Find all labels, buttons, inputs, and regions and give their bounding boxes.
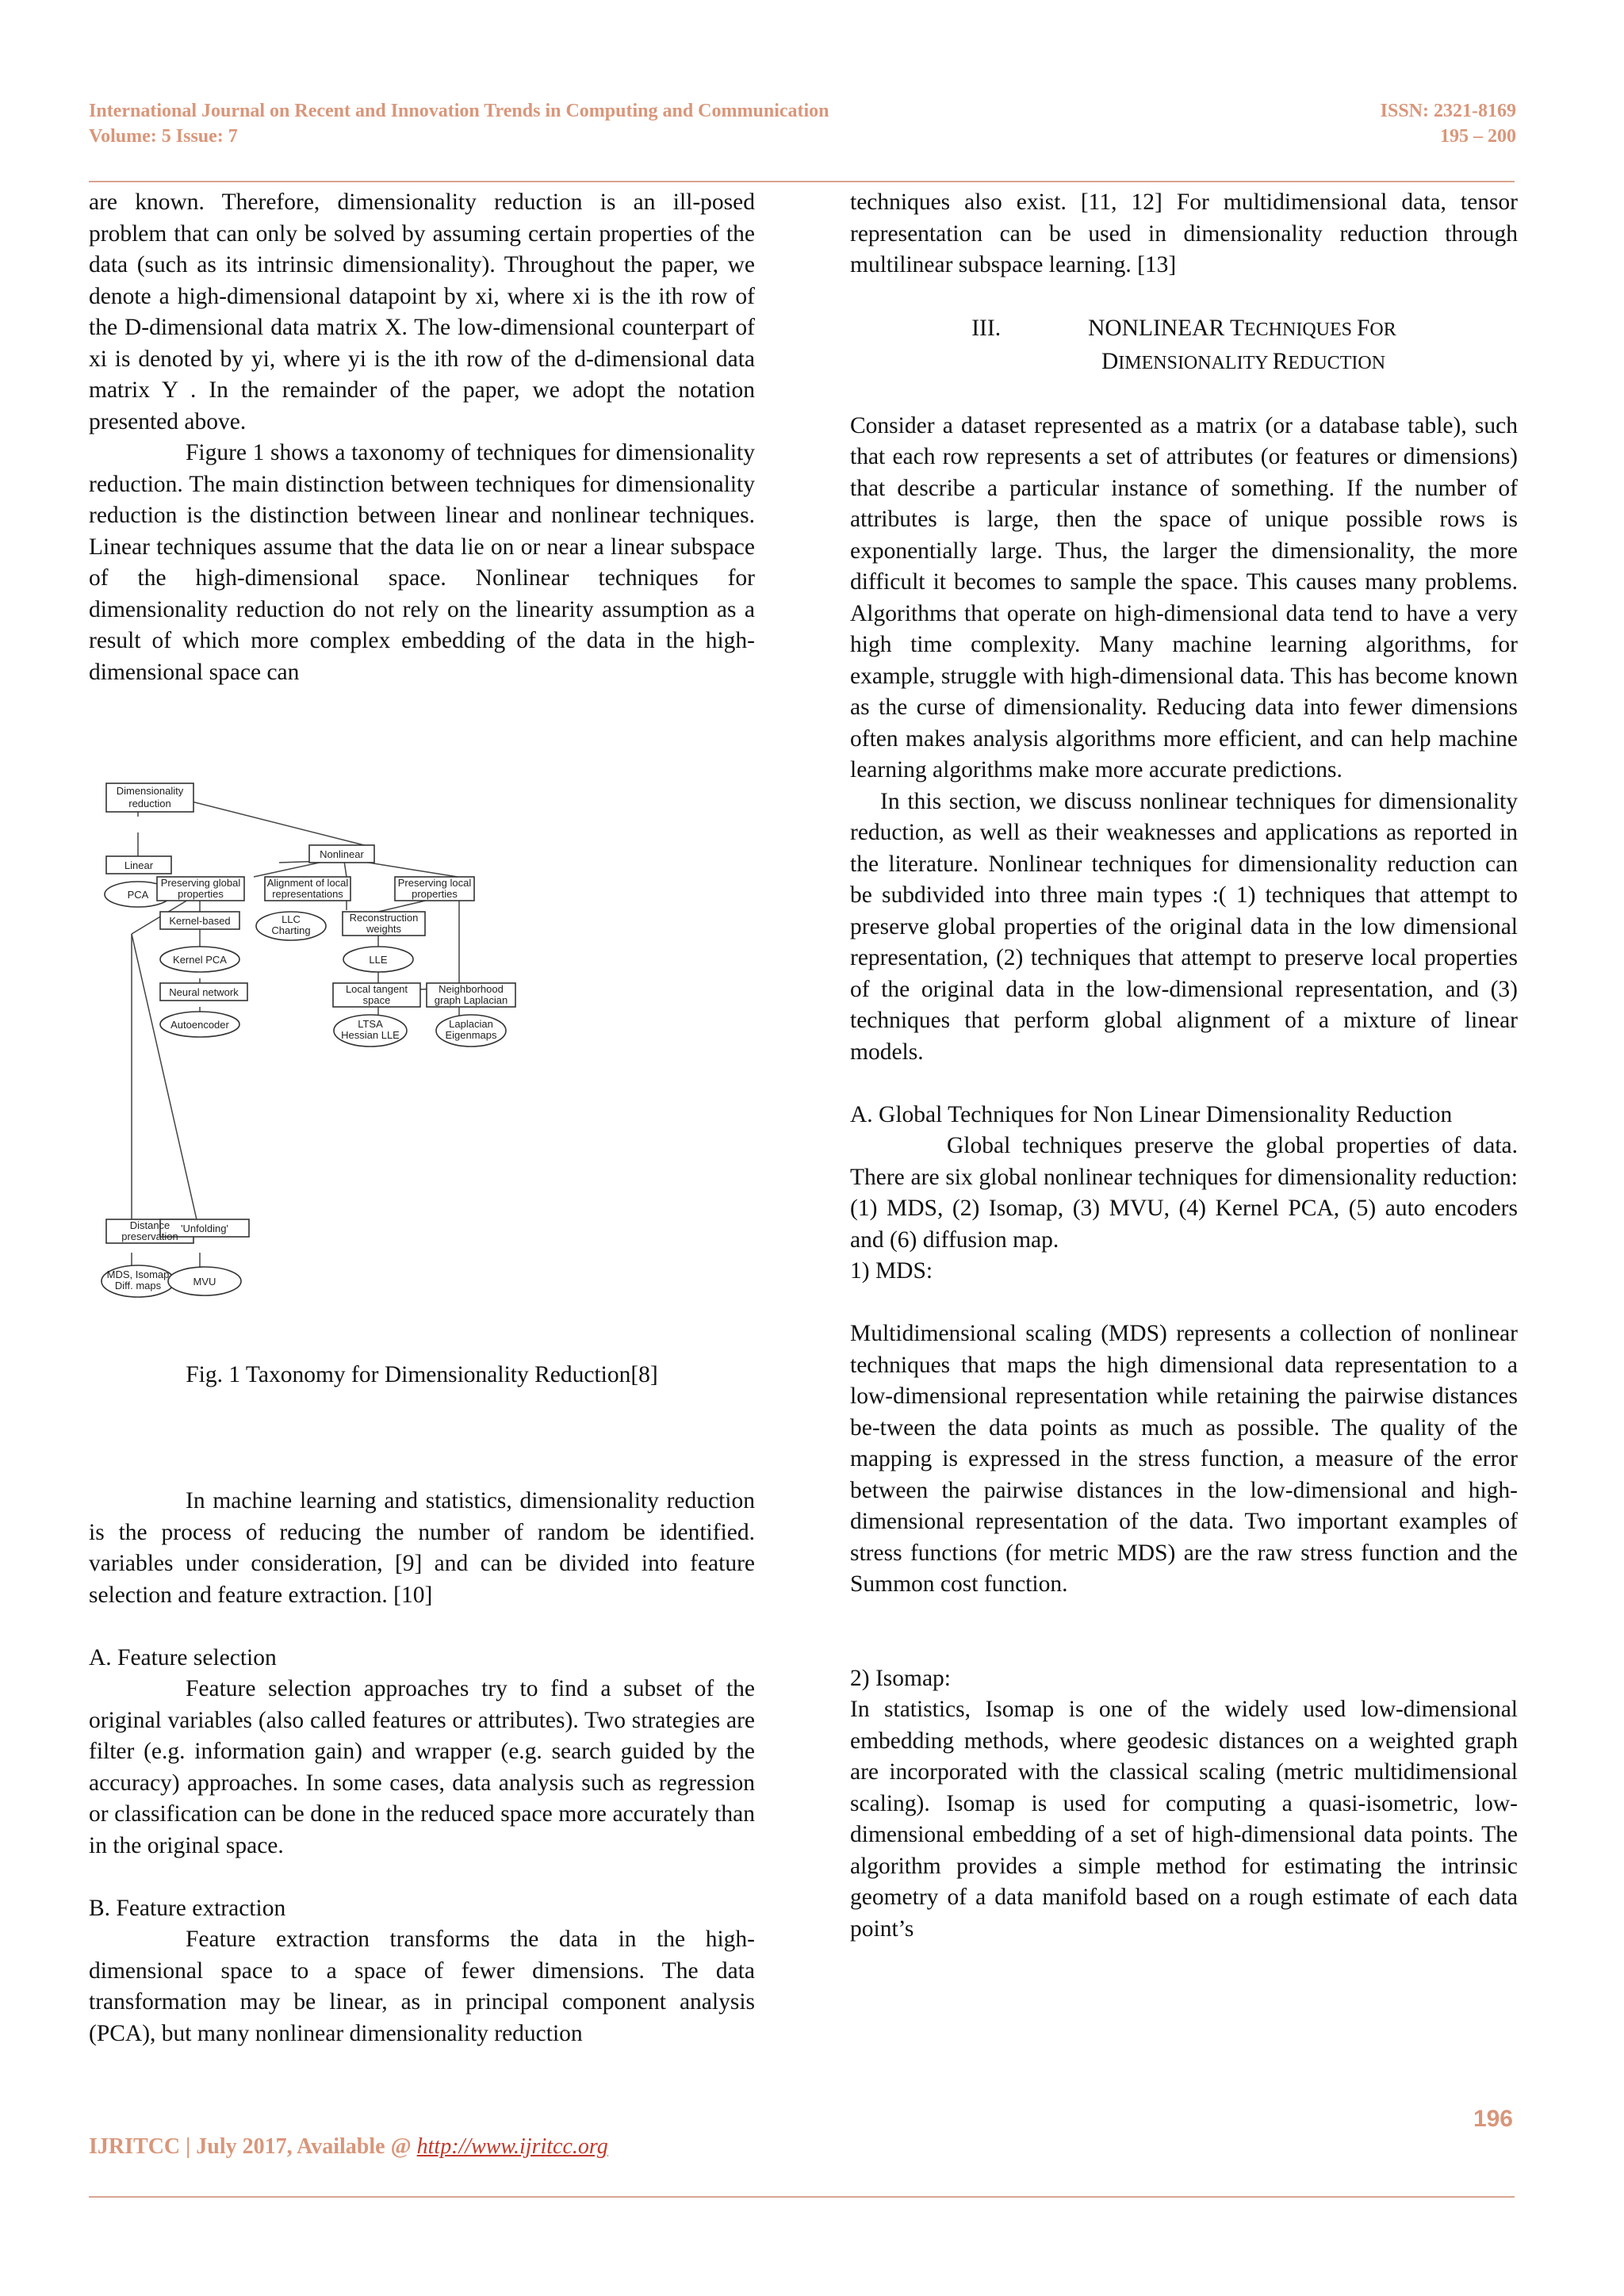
node-label: LLC [282, 913, 301, 925]
node-label: Charting [271, 924, 311, 936]
section-title-part: ECHNIQUES [1244, 320, 1357, 340]
page-range: 195 – 200 [1440, 126, 1516, 147]
subsection-heading: A. Global Techniques for Non Linear Dimensionality Reduction [850, 1101, 1453, 1127]
node-label: LLE [369, 954, 388, 966]
node-label: Diff. maps [114, 1280, 162, 1292]
node-label: Preserving local [397, 877, 472, 889]
node-label: MDS, Isomap [106, 1269, 170, 1280]
node-label: Nonlinear [320, 848, 364, 860]
subsubsection-heading: 2) Isomap: [850, 1665, 951, 1691]
paragraph: techniques also exist. [11, 12] For multidimensional data, tensor representation can be used in dimensionality reduction through multilinear subspace learning. [13] [850, 189, 1518, 277]
node-label: weights [366, 923, 402, 935]
section-title-part: D [1101, 349, 1119, 374]
section-title-part: R [1272, 349, 1289, 374]
node-label: properties [178, 888, 224, 900]
node-label: 'Unfolding' [181, 1223, 228, 1234]
right-column [850, 187, 1518, 1945]
section-heading [850, 312, 1518, 379]
node-label: Neighborhood [439, 983, 504, 995]
left-column-bottom [89, 1486, 755, 2049]
journal-link[interactable]: http://www.ijritcc.org [416, 2134, 608, 2159]
paragraph: In statistics, Isomap is one of the widely used low-dimensional embedding methods, where geodesic distances on a weighted graph are incorporated with the classical scaling (metric multidimensional scaling). Isomap is used for computing a quasi-isometric, low-dimensional embedding of a set of high-dimensional data points. The algorithm provides a simple method for estimating the intrinsic geometry of a data manifold based on a rough estimate of each data point’s [850, 1697, 1518, 1942]
node-label: Kernel-based [169, 915, 231, 927]
subsection-heading: A. Feature selection [89, 1644, 277, 1670]
section-number: III. [971, 316, 1002, 341]
node-label: representations [272, 888, 343, 900]
section-title-part: NONLINEAR T [1088, 316, 1244, 341]
header-rule [89, 181, 1515, 182]
node-label: Local tangent [345, 983, 408, 995]
node-label: Linear [124, 859, 154, 871]
node-label: Neural network [169, 986, 239, 998]
issn: ISSN: 2321-8169 [1380, 101, 1516, 121]
footer [89, 2134, 608, 2160]
node-label: Eigenmaps [445, 1029, 497, 1041]
node-label: Alignment of local [266, 877, 349, 889]
subsubsection-heading: 1) MDS: [850, 1258, 933, 1284]
paragraph: In this section, we discuss nonlinear techniques for dimensionality reduction, as well as their weaknesses and applications as reported in the literature. Nonlinear techniques for dimensionality reduction can be subdivided into three main types :( 1) techniques that attempt to preserve global properties of the original data in the low dimensional representation, (2) techniques that attempt to preserve local properties of the original data in the low-dimensional representation, and (3) techniques that perform global alignment of a mixture of linear models. [850, 788, 1518, 1065]
figure-caption: Fig. 1 Taxonomy for Dimensionality Reduction[8] [186, 1362, 658, 1387]
node-label: Kernel PCA [173, 954, 227, 966]
figure-edges [129, 798, 459, 1276]
section-title-part: OR [1369, 320, 1396, 340]
node-label: PCA [127, 889, 149, 901]
paragraph: Consider a dataset represented as a matrix (or a database table), such that each row represents a set of attributes (or features or dimensions) that describe a particular instance of something. If the number of attributes is large, then the space of unique possible rows is exponentially large. Thus, the larger the dimensionality, the more difficult it becomes to sample the space. This causes many problems. Algorithms that operate on high-dimensional data tend to have a very high time complexity. Many machine learning algorithms, for example, struggle with high-dimensional data. This has become known as the curse of dimensionality. Reducing data into fewer dimensions often makes analysis algorithms more efficient, and can help machine learning algorithms make more accurate predictions. [850, 412, 1518, 783]
journal-title: International Journal on Recent and Innovation Trends in Computing and Communication [89, 101, 829, 121]
footer-rule [89, 2196, 1515, 2198]
node-label: properties [412, 888, 458, 900]
paragraph: Multidimensional scaling (MDS) represents a collection of nonlinear techniques that maps the high dimensional data representation to a low-dimensional representation while retaining the pairwise distances be-tween the data points as much as possible. The quality of the mapping is expressed in the stress function, a measure of the error between the pairwise distances in the low-dimensional and high-dimensional representation of the data. Two important examples of stress functions (for metric MDS) are the raw stress function and the Summon cost function. [850, 1321, 1518, 1597]
node-label: Dimensionality [116, 785, 184, 797]
node-label: Laplacian [449, 1018, 493, 1030]
node-label: Reconstruction [349, 912, 419, 924]
page-number: 196 [1473, 2106, 1513, 2132]
issn-header [1381, 98, 1516, 149]
node-label: Autoencoder [170, 1019, 229, 1031]
node-label: LTSA [358, 1018, 383, 1030]
taxonomy-figure [97, 775, 755, 1346]
section-title-part: IMENSIONALITY [1118, 353, 1273, 373]
paragraph: In machine learning and statistics, dimensionality reduction is the process of reducing the number of random be identified. variables under consideration, [9] and can be divided into feature selection and feature extraction. [10] [89, 1488, 755, 1608]
node-label: Hessian LLE [341, 1029, 400, 1041]
journal-volume: Volume: 5 Issue: 7 [89, 126, 238, 147]
paragraph: Feature extraction transforms the data in the high-dimensional space to a space of fewer dimensions. The data transformation may be linear, as in principal component analysis (PCA), but many nonlinear dimensionality reduction [89, 1927, 755, 2046]
node-label: reduction [128, 798, 171, 809]
paragraph: Global techniques preserve the global properties of data. There are six global nonlinear techniques for dimensionality reduction: (1) MDS, (2) Isomap, (3) MVU, (4) Kernel PCA, (5) auto encoders and (6) diffusion map. [850, 1133, 1518, 1253]
paragraph: Figure 1 shows a taxonomy of techniques for dimensionality reduction. The main distinction between techniques for dimensionality reduction is the distinction between linear and nonlinear techniques. Linear techniques assume that the data lie on or near a linear subspace of the high-dimensional space. Nonlinear techniques for dimensionality reduction do not rely on the linearity assumption as a result of which more complex embedding of the data in the high-dimensional space can [89, 440, 755, 685]
paragraph: Feature selection approaches try to find a subset of the original variables (also called features or attributes). Two strategies are filter (e.g. information gain) and wrapper (e.g. search guided by the accuracy) approaches. In some cases, data analysis such as regression or classification can be done in the reduced space more accurately than in the original space. [89, 1676, 755, 1858]
section-title-part: EDUCTION [1288, 353, 1386, 373]
left-column-top [89, 187, 755, 688]
journal-header [89, 98, 829, 149]
footer-text: IJRITCC | July 2017, Available @ [89, 2134, 417, 2159]
subsection-heading: B. Feature extraction [89, 1895, 286, 1921]
paragraph: are known. Therefore, dimensionality reduction is an ill-posed problem that can only be solved by assuming certain properties of the data (such as its intrinsic dimensionality). Throughout the paper, we denote a high-dimensional datapoint by xi, where xi is the ith row of the D-dimensional data matrix X. The low-dimensional counterpart of xi is denoted by yi, where yi is the ith row of the d-dimensional data matrix Y . In the remainder of the paper, we adopt the notation presented above. [89, 189, 755, 434]
node-label: space [362, 994, 391, 1006]
node-label: MVU [193, 1276, 216, 1288]
node-label: Preserving global [160, 877, 241, 889]
node-label: graph Laplacian [434, 994, 508, 1006]
section-title-part: F [1357, 316, 1370, 341]
node-label: Distance [129, 1219, 170, 1231]
node-label: preservation [121, 1230, 178, 1242]
